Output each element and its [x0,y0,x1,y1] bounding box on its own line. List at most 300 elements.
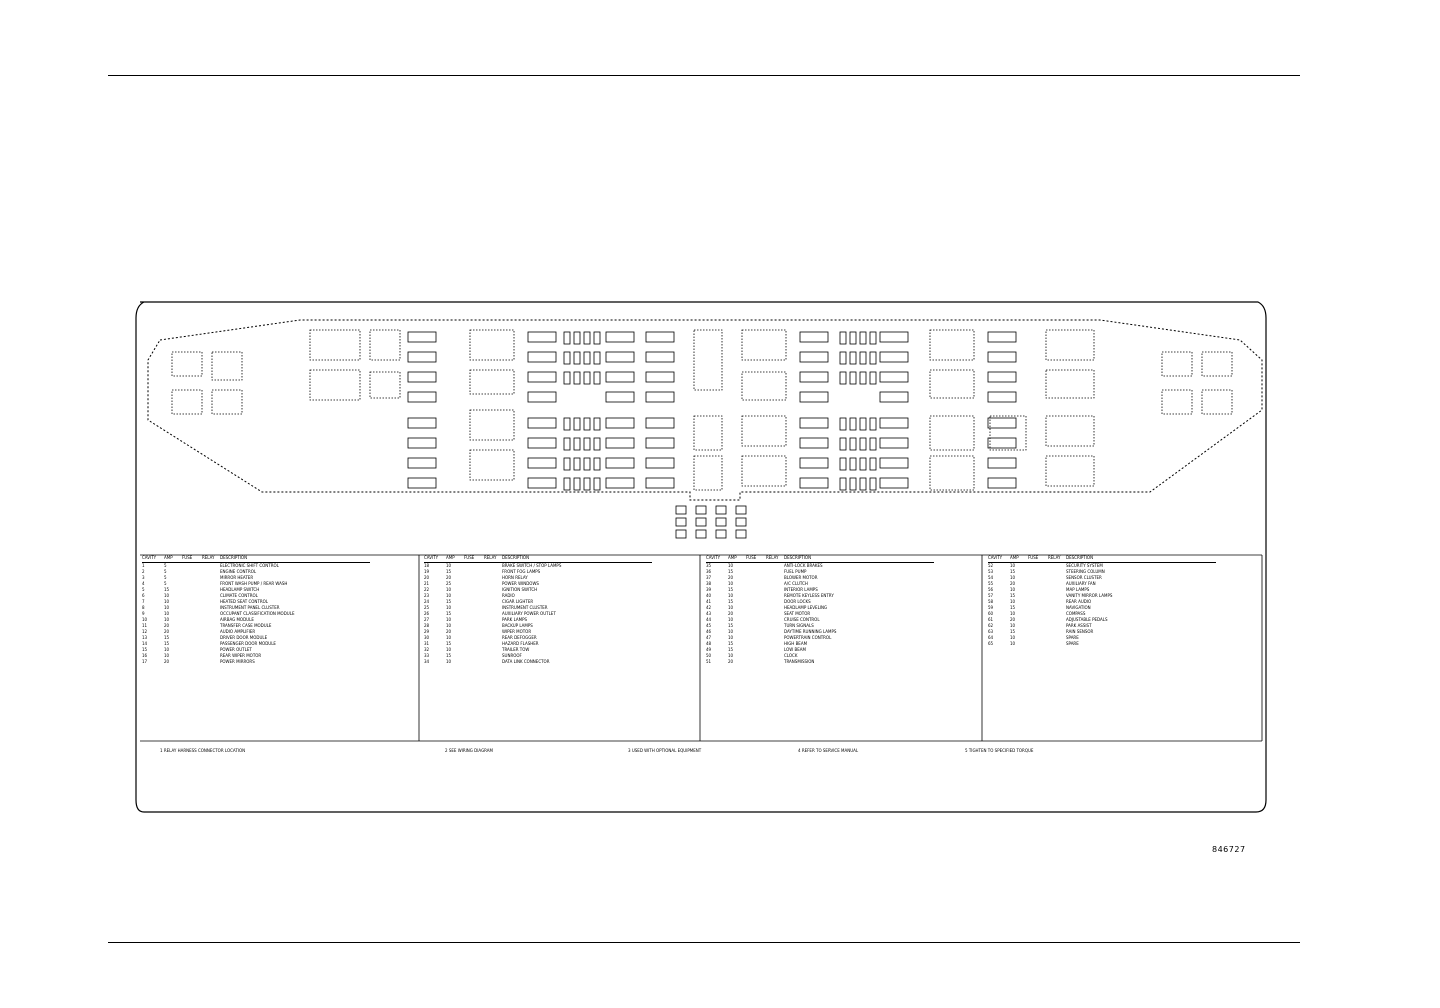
legend-cell [1028,641,1042,647]
mini-fuse-7-1 [870,352,876,364]
legend-cell: 2 [142,569,145,574]
relay-block-28 [1162,352,1192,376]
legend-cell: MIRROR HEATER [220,575,254,580]
ext-fuse-3-1 [736,518,746,526]
legend-cell: SEAT MOTOR [784,611,811,616]
legend-cell: 15 [728,647,734,652]
legend-cell: 10 [728,617,734,622]
relay-block-4 [310,330,360,360]
mini-fuse-3-6 [594,478,600,490]
fuse-slot-6-0 [988,332,1016,342]
legend-cell: 5 [142,587,145,592]
fuse-slot-2-6 [606,458,634,468]
relay-block-21 [930,416,974,450]
mini-fuse-0-4 [564,438,570,450]
legend-cell: HEADLAMP SWITCH [220,587,260,592]
mini-fuse-6-4 [860,438,866,450]
legend-header-cell: RELAY [202,555,215,560]
legend-cell: INSTRUMENT CLUSTER [502,605,548,610]
legend-cell: 15 [728,641,734,646]
legend-cell: INTERIOR LAMPS [784,587,818,592]
legend-header-cell: FUSE [182,555,193,560]
legend-cell: 64 [988,635,994,640]
mini-fuse-3-3 [594,418,600,430]
legend-cell: STEERING COLUMN [1066,569,1105,574]
legend-cell: 25 [424,605,430,610]
legend-cell: 10 [446,623,452,628]
legend-cell: 48 [706,641,712,646]
legend-cell: 10 [164,593,170,598]
legend-cell: 58 [988,599,994,604]
fuse-slot-5-3 [880,392,908,402]
legend-cell: 10 [728,563,734,568]
legend-cell: 39 [706,587,712,592]
legend-row [706,659,934,665]
legend-cell: SECURITY SYSTEM [1066,563,1103,568]
fuse-slot-6-6 [988,458,1016,468]
relay-block-8 [470,330,514,360]
mini-fuse-1-5 [574,458,580,470]
fuse-slot-0-6 [408,458,436,468]
mini-fuse-5-1 [850,352,856,364]
fuse-slot-1-2 [528,372,556,382]
mini-fuse-4-6 [840,478,846,490]
legend-cell: 10 [1010,635,1016,640]
relay-block-9 [470,370,514,394]
relay-block-6 [370,330,400,360]
legend-cell: REMOTE KEYLESS ENTRY [784,593,834,598]
mini-fuse-7-2 [870,372,876,384]
legend-cell: POWER OUTLET [220,647,252,652]
legend-cell: HEATED SEAT CONTROL [220,599,269,604]
legend-cell: 13 [142,635,148,640]
legend-cell: AUXILIARY POWER OUTLET [502,611,556,616]
mini-fuse-2-3 [584,418,590,430]
fuse-slot-2-7 [606,478,634,488]
legend-cell: 7 [142,599,145,604]
legend-cell: 10 [446,647,452,652]
fuse-slot-4-6 [800,458,828,468]
legend-cell: 44 [706,617,712,622]
figure-number: 846727 [1212,845,1246,854]
legend-cell: ANTI-LOCK BRAKES [784,563,823,568]
relay-block-3 [212,390,242,414]
relay-block-22 [930,456,974,490]
legend-cell: 42 [706,605,712,610]
mini-fuse-2-6 [584,478,590,490]
fuse-slot-6-3 [988,392,1016,402]
legend-cell [1048,641,1060,647]
legend-cell: 49 [706,647,712,652]
legend-cell: LOW BEAM [784,647,806,652]
mini-fuse-2-5 [584,458,590,470]
legend-cell: 45 [706,623,712,628]
legend-cell: CLIMATE CONTROL [220,593,258,598]
ext-fuse-3-0 [736,506,746,514]
mini-fuse-5-6 [850,478,856,490]
fuse-slot-3-2 [646,372,674,382]
legend-cell: OCCUPANT CLASSIFICATION MODULE [220,611,295,616]
mini-fuse-4-3 [840,418,846,430]
legend-cell: 10 [1010,623,1016,628]
legend-header-cell: DESCRIPTION [220,555,248,560]
legend-cell: 18 [424,563,430,568]
mini-fuse-7-3 [870,418,876,430]
legend-cell: 59 [988,605,994,610]
legend-cell: 26 [424,611,430,616]
mini-fuse-0-6 [564,478,570,490]
legend-header-cell: AMP [446,555,455,560]
legend-cell: 10 [446,605,452,610]
mini-fuse-2-1 [584,352,590,364]
ext-fuse-1-0 [696,506,706,514]
legend-cell: 15 [1010,593,1016,598]
ext-fuse-0-1 [676,518,686,526]
fuse-slot-1-5 [528,438,556,448]
legend-cell: 15 [1010,629,1016,634]
relay-block-27 [1046,456,1094,486]
legend-cell: TRAILER TOW [502,647,530,652]
legend-cell: RADIO [502,593,515,598]
legend-cell: CLOCK [784,653,798,658]
legend-cell: 15 [446,611,452,616]
fuse-slot-4-4 [800,418,828,428]
mini-fuse-0-5 [564,458,570,470]
mini-fuse-0-0 [564,332,570,344]
legend-cell [182,659,196,665]
legend-cell: CIGAR LIGHTER [502,599,534,604]
legend-cell: AIRBAG MODULE [220,617,254,622]
mini-fuse-1-2 [574,372,580,384]
fuse-slot-5-5 [880,438,908,448]
mini-fuse-7-6 [870,478,876,490]
legend-cell: 55 [988,581,994,586]
mini-fuse-5-5 [850,458,856,470]
fuse-slot-5-7 [880,478,908,488]
legend-cell: 24 [424,599,430,604]
legend-cell: 10 [728,635,734,640]
legend-cell: 11 [142,623,148,628]
legend-cell: 62 [988,623,994,628]
legend-cell: 56 [988,587,994,592]
ext-fuse-1-1 [696,518,706,526]
legend-header-cell: FUSE [746,555,757,560]
legend-header-cell: DESCRIPTION [502,555,530,560]
legend-cell: 10 [1010,611,1016,616]
ext-fuse-0-2 [676,530,686,538]
legend-cell: 5 [164,575,167,580]
relay-block-5 [310,370,360,400]
legend-cell: DAYTIME RUNNING LAMPS [784,629,837,634]
fuse-block-outline [148,320,1262,500]
legend-cell: SUNROOF [502,653,522,658]
legend-cell: 65 [988,641,994,646]
legend-header-cell: RELAY [766,555,779,560]
legend-cell: RAIN SENSOR [1066,629,1094,634]
relay-block-25 [1046,370,1094,398]
legend-header-cell: AMP [164,555,173,560]
legend-cell: 10 [164,599,170,604]
legend-column-4 [988,555,1216,647]
legend-cell: FRONT WASH PUMP / REAR WASH [220,581,288,586]
legend-cell: 5 [164,563,167,568]
legend-cell: REAR DEFOGGER [502,635,537,640]
legend-cell: 10 [446,587,452,592]
legend-cell: 15 [728,587,734,592]
fuse-slot-1-1 [528,352,556,362]
note-4: 4 REFER TO SERVICE MANUAL [798,748,859,753]
legend-cell: 15 [728,623,734,628]
fuse-slot-0-4 [408,418,436,428]
note-3: 3 USED WITH OPTIONAL EQUIPMENT [628,748,702,753]
legend-cell: WIPER MOTOR [502,629,532,634]
legend-cell: FUEL PUMP [784,569,807,574]
mini-fuse-1-3 [574,418,580,430]
legend-cell: 37 [706,575,712,580]
note-5: 5 TIGHTEN TO SPECIFIED TORQUE [965,748,1034,753]
legend-cell: FRONT FOG LAMPS [502,569,541,574]
legend-cell: A/C CLUTCH [784,581,808,586]
legend-cell: 10 [728,629,734,634]
legend-cell: SENSOR CLUSTER [1066,575,1102,580]
relay-block-16 [742,372,786,400]
legend-cell: BLOWER MOTOR [784,575,818,580]
legend-cell: REAR WIPER MOTOR [220,653,262,658]
legend-cell: 8 [142,605,145,610]
mini-fuse-4-5 [840,458,846,470]
legend-header [142,555,370,563]
ext-fuse-3-2 [736,530,746,538]
fuse-slot-4-1 [800,352,828,362]
legend-cell: 54 [988,575,994,580]
mini-fuse-3-2 [594,372,600,384]
ext-fuse-2-2 [716,530,726,538]
fuse-slot-6-4 [988,418,1016,428]
legend-header-cell: FUSE [464,555,475,560]
mini-fuse-6-0 [860,332,866,344]
legend-cell: 10 [446,593,452,598]
legend-cell: 61 [988,617,994,622]
legend-cell: DOOR LOCKS [784,599,811,604]
legend-column-1 [142,555,370,665]
note-1: 1 RELAY HARNESS CONNECTOR LOCATION [160,748,246,753]
ext-fuse-2-1 [716,518,726,526]
legend-column-3 [706,555,934,665]
legend-header [988,555,1216,563]
legend-cell: 32 [424,647,430,652]
mini-fuse-4-2 [840,372,846,384]
fuse-slot-1-6 [528,458,556,468]
legend-cell: 20 [446,629,452,634]
legend-cell: 1 [142,563,145,568]
mini-fuse-5-2 [850,372,856,384]
fuse-slot-3-1 [646,352,674,362]
mini-fuse-6-1 [860,352,866,364]
legend-cell: 43 [706,611,712,616]
legend-cell: 15 [164,641,170,646]
ext-fuse-2-0 [716,506,726,514]
legend-cell: 27 [424,617,430,622]
mini-fuse-3-5 [594,458,600,470]
legend-header-cell: DESCRIPTION [1066,555,1094,560]
legend-cell: HIGH BEAM [784,641,808,646]
legend-cell: ELECTRONIC SHIFT CONTROL [220,563,279,568]
legend-cell: 9 [142,611,145,616]
legend-header-cell: FUSE [1028,555,1039,560]
fuse-slot-1-3 [528,392,556,402]
relay-block-18 [742,456,786,486]
mini-fuse-0-2 [564,372,570,384]
mini-fuse-6-3 [860,418,866,430]
relay-block-14 [694,456,722,490]
fuse-slot-0-3 [408,392,436,402]
legend-cell: 23 [424,593,430,598]
legend-cell: 50 [706,653,712,658]
relay-block-10 [470,410,514,440]
legend-cell: PASSENGER DOOR MODULE [220,641,276,646]
relay-block-30 [1202,352,1232,376]
legend-cell: INSTRUMENT PANEL CLUSTER [220,605,280,610]
legend-header-cell: CAVITY [706,555,721,560]
mini-fuse-6-6 [860,478,866,490]
legend-cell: NAVIGATION [1066,605,1091,610]
mini-fuse-2-4 [584,438,590,450]
legend-cell: 15 [446,599,452,604]
legend-cell: HEADLAMP LEVELING [784,605,828,610]
legend-cell: 17 [142,659,148,664]
legend-cell: AUXILIARY FAN [1066,581,1096,586]
legend-cell: CRUISE CONTROL [784,617,820,622]
legend-cell: 14 [142,641,148,646]
mini-fuse-4-1 [840,352,846,364]
legend-cell: 15 [446,653,452,658]
mini-fuse-5-0 [850,332,856,344]
legend-cell: 15 [164,635,170,640]
relay-block-26 [1046,416,1094,446]
legend-cell: 10 [728,653,734,658]
relay-block-0 [172,352,202,376]
legend-cell: 20 [728,611,734,616]
relay-block-1 [172,390,202,414]
mini-fuse-3-1 [594,352,600,364]
fuse-slot-0-2 [408,372,436,382]
legend-cell: TRANSFER CASE MODULE [220,623,272,628]
legend-cell: 10 [728,593,734,598]
legend-cell: 40 [706,593,712,598]
fuse-slot-2-5 [606,438,634,448]
legend-header-cell: CAVITY [142,555,157,560]
fuse-slot-4-3 [800,392,828,402]
legend-cell: PARK LAMPS [502,617,528,622]
legend-header [424,555,652,563]
fuse-slot-0-0 [408,332,436,342]
fuse-slot-4-2 [800,372,828,382]
fuse-slot-6-5 [988,438,1016,448]
mini-fuse-6-2 [860,372,866,384]
legend-cell: 36 [706,569,712,574]
legend-cell: REAR AUDIO [1066,599,1092,604]
legend-cell: BRAKE SWITCH / STOP LAMPS [502,563,562,568]
legend-cell: AUDIO AMPLIFIER [220,629,256,634]
fuse-slot-5-0 [880,332,908,342]
legend-cell: 51 [706,659,712,664]
legend-cell: 20 [728,659,734,664]
legend-cell: 53 [988,569,994,574]
legend-cell: 21 [424,581,430,586]
legend-header [706,555,934,563]
legend-cell: 15 [446,641,452,646]
relay-block-24 [1046,330,1094,360]
relay-block-31 [1202,390,1232,414]
fuse-slot-2-3 [606,392,634,402]
fuse-slot-4-0 [800,332,828,342]
legend-cell: 30 [424,635,430,640]
mini-fuse-3-4 [594,438,600,450]
fuse-slot-6-7 [988,478,1016,488]
fuse-slot-1-7 [528,478,556,488]
note-2: 2 SEE WIRING DIAGRAM [445,748,493,753]
legend-cell: 5 [164,569,167,574]
mini-fuse-2-2 [584,372,590,384]
legend-cell: 15 [142,647,148,652]
legend-row [988,641,1216,647]
legend-header-cell: CAVITY [988,555,1003,560]
fuse-slot-6-1 [988,352,1016,362]
fuse-slot-3-7 [646,478,674,488]
legend-cell: 20 [164,659,170,664]
legend-cell: 12 [142,629,148,634]
mini-fuse-1-0 [574,332,580,344]
ext-fuse-0-0 [676,506,686,514]
mini-fuse-0-1 [564,352,570,364]
legend-cell [484,659,496,665]
legend-cell: 5 [164,581,167,586]
relay-block-11 [470,450,514,480]
legend-cell: HORN RELAY [502,575,528,580]
fuse-slot-5-4 [880,418,908,428]
mini-fuse-5-3 [850,418,856,430]
legend-header-cell: AMP [1010,555,1019,560]
fuse-slot-3-6 [646,458,674,468]
legend-cell: 3 [142,575,145,580]
fuse-slot-4-7 [800,478,828,488]
legend-cell: 33 [424,653,430,658]
legend-cell: 10 [728,581,734,586]
legend-cell: DATA LINK CONNECTOR [502,659,550,664]
legend-cell: 10 [446,635,452,640]
fuse-slot-0-1 [408,352,436,362]
legend-cell: ENGINE CONTROL [220,569,257,574]
fuse-slot-2-1 [606,352,634,362]
legend-cell: 20 [728,575,734,580]
legend-cell: 6 [142,593,145,598]
relay-block-23 [990,416,1026,450]
relay-block-29 [1162,390,1192,414]
legend-cell: 15 [446,569,452,574]
legend-cell: 52 [988,563,994,568]
legend-cell: 47 [706,635,712,640]
relay-block-19 [930,330,974,360]
mini-fuse-2-0 [584,332,590,344]
mini-fuse-1-1 [574,352,580,364]
mini-fuse-1-4 [574,438,580,450]
legend-cell: 10 [446,617,452,622]
legend-cell: 20 [164,623,170,628]
legend-cell: 20 [1010,617,1016,622]
legend-cell: 15 [1010,605,1016,610]
mini-fuse-4-0 [840,332,846,344]
legend-cell: 10 [1010,563,1016,568]
